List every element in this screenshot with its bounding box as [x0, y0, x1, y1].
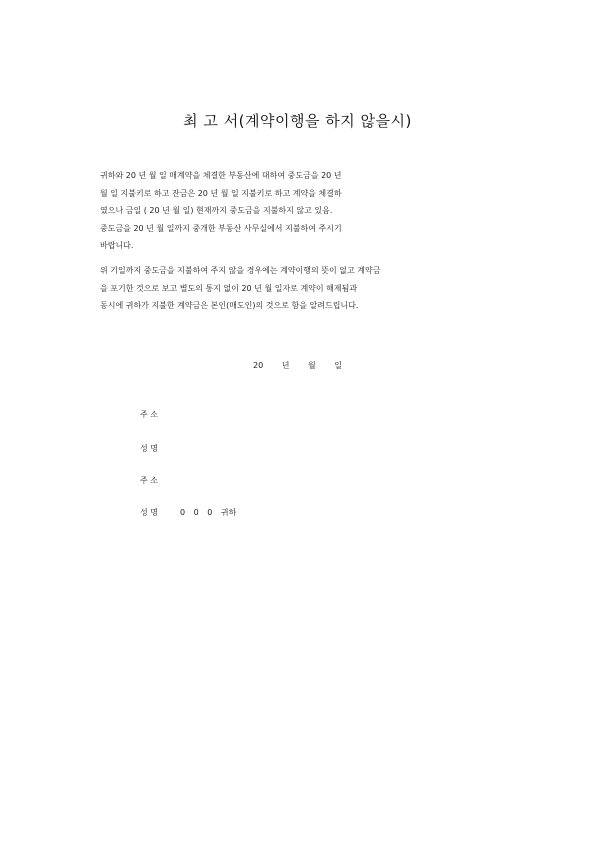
- paragraph-1: [100, 167, 496, 255]
- paragraph-line: 을 포기한 것으로 보고 별도의 통지 없이 20 년 월 일자로 계약이 해제됨과: [100, 283, 358, 293]
- paragraph-line: 귀하와 20 년 월 일 매계약을 체결한 부동산에 대하여 중도금을 20 년: [100, 171, 342, 180]
- paragraph-2: [100, 262, 496, 315]
- date-line: 20 년 월 일: [253, 361, 342, 370]
- paragraph-line: 위 기일까지 중도금을 지불하여 주지 않을 경우에는 계약이행의 뜻이 없고 계약금: [100, 266, 381, 275]
- field-label: 주 소: [140, 410, 158, 419]
- field-value: 0 0 0 귀하: [180, 508, 237, 517]
- paragraph-line: 동시에 귀하가 지불한 계약금은 본인(매도인)의 것으로 함을 알려드립니다.: [100, 301, 359, 310]
- sender-address-field: [140, 409, 180, 420]
- field-label: 성 명: [140, 508, 158, 517]
- field-label: 주 소: [140, 476, 158, 485]
- field-label: 성 명: [140, 444, 158, 453]
- paragraph-line: 바랍니다.: [100, 241, 134, 250]
- sender-name-field: [140, 443, 180, 454]
- recipient-address-field: [140, 475, 180, 486]
- document-title: 최 고 서(계약이행을 하지 않을시): [183, 112, 412, 130]
- recipient-name-field: [140, 507, 236, 518]
- paragraph-line: 였으나 금일 ( 20 년 월 일) 현재까지 중도금을 지불하지 않고 있음.: [100, 206, 333, 215]
- paragraph-line: 중도금을 20 년 월 일까지 중개한 부동산 사무실에서 지불하여 주시기: [100, 223, 342, 233]
- paragraph-line: 월 일 지불키로 하고 잔금은 20 년 월 일 지불키로 하고 계약을 체결하: [100, 188, 342, 198]
